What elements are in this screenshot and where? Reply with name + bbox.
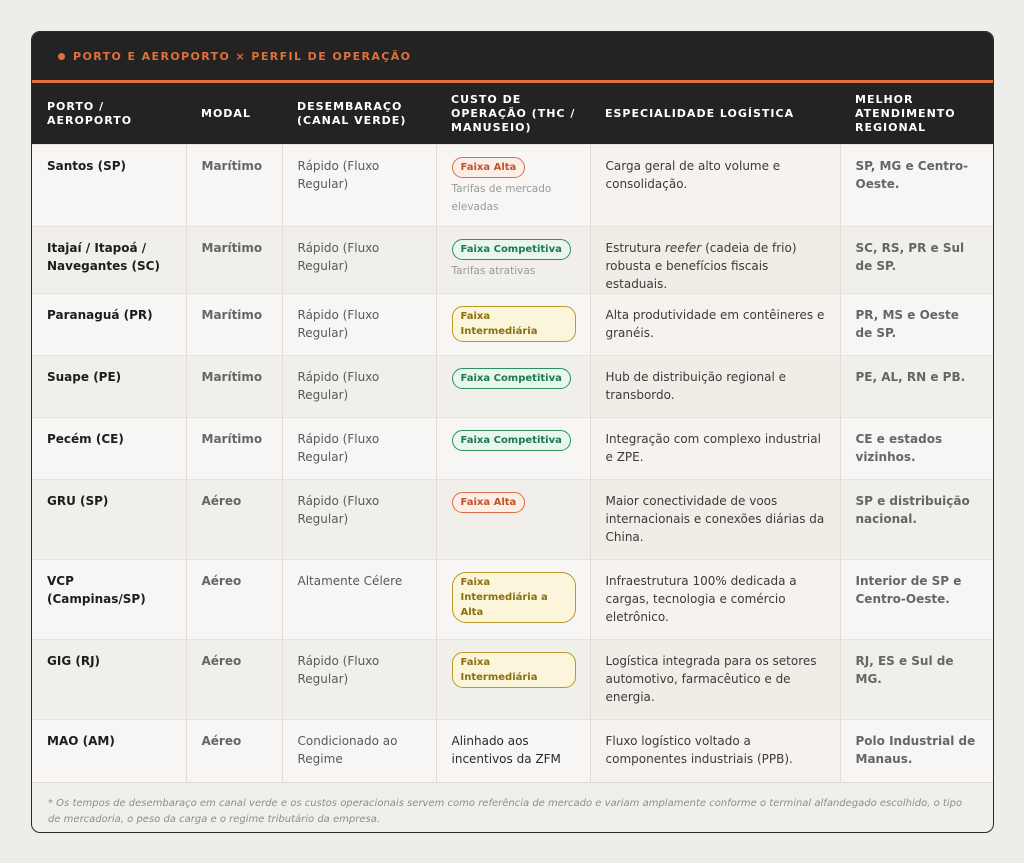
cost-note: Tarifas de mercado elevadas	[451, 183, 552, 213]
col-header-modal: MODAL	[186, 83, 282, 145]
cell-modal: Marítimo	[186, 356, 282, 418]
cell-custo	[436, 294, 590, 356]
cost-badge: Faixa Alta	[452, 157, 526, 178]
table-row	[32, 640, 993, 720]
cell-regional: PE, AL, RN e PB.	[840, 356, 993, 418]
cell-especialidade	[590, 227, 840, 294]
table-row	[32, 145, 993, 227]
cell-especialidade	[590, 480, 840, 560]
cell-modal: Aéreo	[186, 560, 282, 640]
cell-especialidade	[590, 720, 840, 782]
cost-text: Alinhado aos incentivos da ZFM	[451, 734, 561, 766]
cell-custo	[436, 145, 590, 227]
cell-regional: RJ, ES e Sul de MG.	[840, 640, 993, 720]
cell-custo	[436, 640, 590, 720]
cost-note: Tarifas atrativas	[451, 265, 536, 277]
table-row	[32, 480, 993, 560]
cell-custo	[436, 480, 590, 560]
spec-text: Hub de distribuição regional e transbordo.	[605, 370, 787, 402]
cell-custo	[436, 560, 590, 640]
cell-desembaraco: Condicionado ao Regime	[282, 720, 436, 782]
spec-text: Logística integrada para os setores automotivo, farmacêutico e de energia.	[605, 654, 817, 704]
cost-badge: Faixa Alta	[452, 492, 526, 513]
cell-port: MAO (AM)	[32, 720, 186, 782]
table-row	[32, 418, 993, 480]
cost-badge: Faixa Competitiva	[452, 239, 571, 260]
cell-regional: SC, RS, PR e Sul de SP.	[840, 227, 993, 294]
cell-modal: Aéreo	[186, 480, 282, 560]
cell-desembaraco: Rápido (Fluxo Regular)	[282, 356, 436, 418]
cell-modal: Marítimo	[186, 145, 282, 227]
table-row	[32, 356, 993, 418]
card-header	[32, 32, 993, 83]
cost-badge: Faixa Competitiva	[452, 368, 571, 389]
col-header-especialidade: ESPECIALIDADE LOGÍSTICA	[590, 83, 840, 145]
cell-custo	[436, 720, 590, 782]
col-header-regional: MELHOR ATENDIMENTO REGIONAL	[840, 83, 993, 145]
spec-text: Alta produtividade em contêineres e granéis.	[605, 308, 825, 340]
col-header-desembaraco: DESEMBARAÇO (CANAL VERDE)	[282, 83, 436, 145]
cell-modal: Marítimo	[186, 418, 282, 480]
cell-port: Paranaguá (PR)	[32, 294, 186, 356]
cell-especialidade	[590, 640, 840, 720]
spec-text: Infraestrutura 100% dedicada a cargas, tecnologia e comércio eletrônico.	[605, 574, 797, 624]
cell-port: Santos (SP)	[32, 145, 186, 227]
comparison-card	[31, 31, 994, 833]
ports-table	[32, 83, 993, 782]
spec-text: Integração com complexo industrial e ZPE.	[605, 432, 821, 464]
cell-regional: SP, MG e Centro-Oeste.	[840, 145, 993, 227]
table-row	[32, 227, 993, 294]
col-header-custo: CUSTO DE OPERAÇÃO (THC / MANUSEIO)	[436, 83, 590, 145]
footnote: * Os tempos de desembaraço em canal verde e os custos operacionais servem como referência de mercado e variam amplamente conforme o terminal alfandegado escolhido, o tipo de mercadoria, o peso da carga e o regime tributário da empresa.	[32, 782, 993, 828]
cell-desembaraco: Rápido (Fluxo Regular)	[282, 294, 436, 356]
cost-badge: Faixa Intermediária	[452, 306, 576, 342]
cell-modal: Marítimo	[186, 294, 282, 356]
spec-text: Maior conectividade de voos internacionais e conexões diárias da China.	[605, 494, 825, 544]
cell-desembaraco: Rápido (Fluxo Regular)	[282, 480, 436, 560]
spec-text: Estrutura	[605, 241, 665, 255]
table-header-row	[32, 83, 993, 145]
cost-badge: Faixa Intermediária a Alta	[452, 572, 576, 623]
cell-desembaraco: Rápido (Fluxo Regular)	[282, 640, 436, 720]
cell-desembaraco: Rápido (Fluxo Regular)	[282, 418, 436, 480]
cell-desembaraco: Altamente Célere	[282, 560, 436, 640]
spec-emphasis: reefer	[665, 241, 702, 255]
cell-modal: Aéreo	[186, 640, 282, 720]
cell-port: Itajaí / Itapoá / Navegantes (SC)	[32, 227, 186, 294]
cell-especialidade	[590, 560, 840, 640]
cost-badge: Faixa Intermediária	[452, 652, 576, 688]
bullet-dot-icon	[58, 53, 65, 60]
cell-especialidade	[590, 294, 840, 356]
cell-custo	[436, 227, 590, 294]
table-body	[32, 145, 993, 782]
cell-especialidade	[590, 418, 840, 480]
col-header-port: PORTO / AEROPORTO	[32, 83, 186, 145]
cell-regional: CE e estados vizinhos.	[840, 418, 993, 480]
cell-especialidade	[590, 356, 840, 418]
cell-port: Pecém (CE)	[32, 418, 186, 480]
table-row	[32, 294, 993, 356]
table-row	[32, 720, 993, 782]
cell-port: Suape (PE)	[32, 356, 186, 418]
cell-regional: Interior de SP e Centro-Oeste.	[840, 560, 993, 640]
cell-desembaraco: Rápido (Fluxo Regular)	[282, 145, 436, 227]
cell-especialidade	[590, 145, 840, 227]
cell-custo	[436, 356, 590, 418]
cell-regional: Polo Industrial de Manaus.	[840, 720, 993, 782]
cell-port: GIG (RJ)	[32, 640, 186, 720]
spec-text: Fluxo logístico voltado a componentes industriais (PPB).	[605, 734, 793, 766]
spec-text: Carga geral de alto volume e consolidação.	[605, 159, 781, 191]
cell-regional: PR, MS e Oeste de SP.	[840, 294, 993, 356]
cost-badge: Faixa Competitiva	[452, 430, 571, 451]
table-row	[32, 560, 993, 640]
cell-desembaraco: Rápido (Fluxo Regular)	[282, 227, 436, 294]
cell-regional: SP e distribuição nacional.	[840, 480, 993, 560]
cell-port: VCP (Campinas/SP)	[32, 560, 186, 640]
spec-text-cont: (cadeia de frio) robusta e benefícios fiscais estaduais.	[605, 241, 797, 291]
cell-modal: Aéreo	[186, 720, 282, 782]
cell-port: GRU (SP)	[32, 480, 186, 560]
card-title: PORTO E AEROPORTO × PERFIL DE OPERAÇÃO	[73, 49, 412, 63]
cell-custo	[436, 418, 590, 480]
cell-modal: Marítimo	[186, 227, 282, 294]
